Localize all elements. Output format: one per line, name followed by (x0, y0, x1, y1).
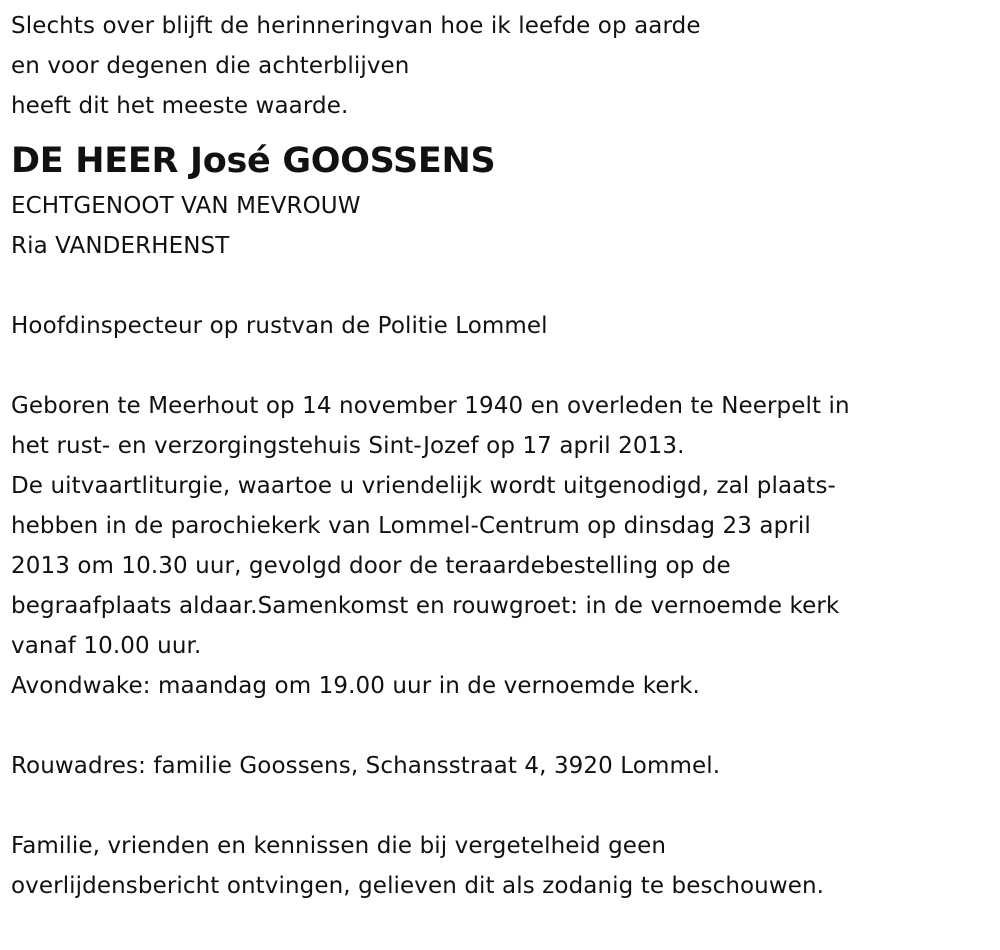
detail-line: het rust- en verzorgingstehuis Sint-Jozef op 17 april 2013. (11, 433, 685, 459)
spouse-name: Ria VANDERHENST (11, 233, 230, 259)
spacer (11, 786, 996, 826)
spacer (11, 266, 996, 306)
closing-line: Familie, vrienden en kennissen die bij vergetelheid geen (11, 833, 666, 859)
detail-line: begraafplaats aldaar.Samenkomst en rouwgroet: in de vernoemde kerk (11, 593, 840, 619)
spouse-line: ECHTGENOOT VAN MEVROUW (11, 193, 361, 219)
poem (11, 6, 996, 126)
deceased-name: DE HEER José GOOSSENS (11, 141, 496, 181)
poem-line: heeft dit het meeste waarde. (11, 93, 349, 119)
detail-line: vanaf 10.00 uur. (11, 633, 202, 659)
poem-line: Slechts over blijft de herinneringvan hoe ik leefde op aarde (11, 13, 701, 39)
detail-line: Avondwake: maandag om 19.00 uur in de vernoemde kerk. (11, 673, 700, 699)
mourning-address: Rouwadres: familie Goossens, Schansstraat 4, 3920 Lommel. (11, 753, 721, 779)
spacer (11, 346, 996, 386)
poem-line: en voor degenen die achterblijven (11, 53, 410, 79)
detail-line: De uitvaartliturgie, waartoe u vriendelijk wordt uitgenodigd, zal plaats- (11, 473, 836, 499)
funeral-details (11, 386, 996, 706)
detail-line: Geboren te Meerhout op 14 november 1940 en overleden te Neerpelt in (11, 393, 850, 419)
occupation: Hoofdinspecteur op rustvan de Politie Lommel (11, 313, 548, 339)
detail-line: hebben in de parochiekerk van Lommel-Centrum op dinsdag 23 april (11, 513, 811, 539)
death-notice (11, 6, 996, 906)
spouse-block (11, 186, 996, 266)
detail-line: 2013 om 10.30 uur, gevolgd door de teraardebestelling op de (11, 553, 731, 579)
closing-line: overlijdensbericht ontvingen, gelieven dit als zodanig te beschouwen. (11, 873, 825, 899)
spacer (11, 706, 996, 746)
closing-note (11, 826, 996, 906)
